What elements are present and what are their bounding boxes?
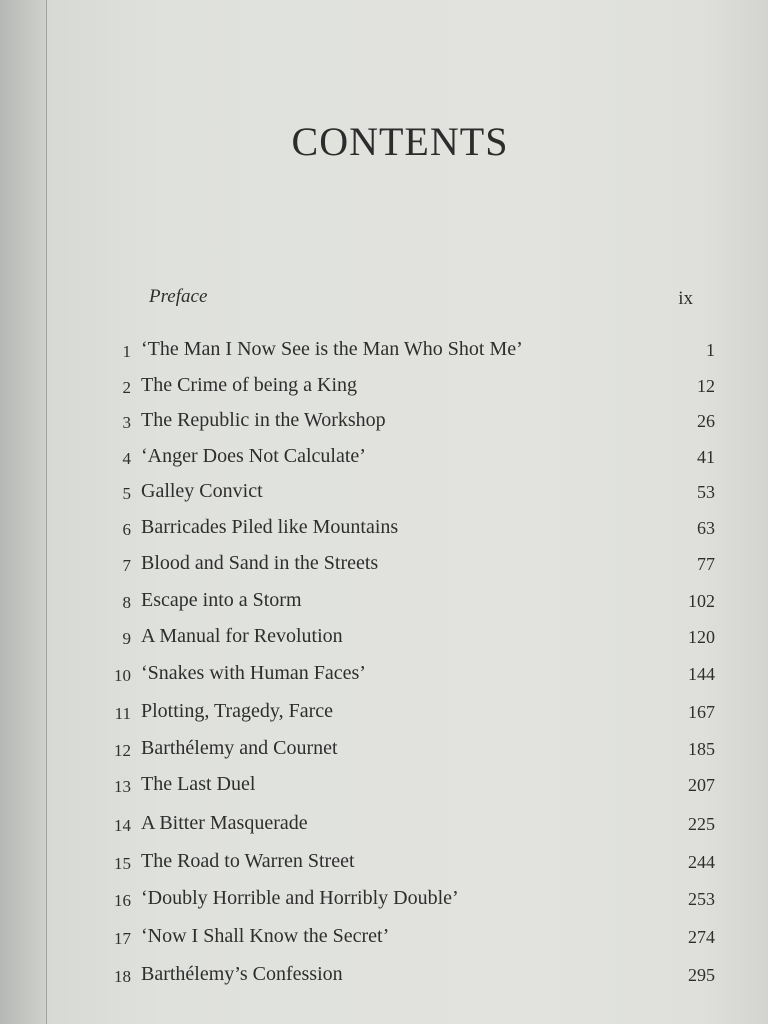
chapter-number: 17 [114,929,131,948]
toc-entry [95,589,715,619]
chapter-page: 63 [697,518,715,538]
chapter-title: ‘Doubly Horrible and Horribly Double’ [141,887,459,909]
toc-entry [95,625,715,655]
chapter-page: 26 [697,411,715,431]
chapter-page: 207 [688,775,715,795]
toc-entry-page: ix [678,288,693,309]
chapter-number: 10 [114,666,131,685]
chapter-page: 185 [688,739,715,759]
chapter-number: 7 [122,556,131,575]
toc-entry [95,480,715,510]
chapter-title: Barthélemy and Cournet [141,737,338,759]
chapter-title: Plotting, Tragedy, Farce [141,700,334,722]
chapter-number: 15 [114,854,131,873]
chapter-number: 18 [114,967,131,986]
chapter-page: 144 [688,664,715,684]
chapter-number: 8 [122,593,131,612]
toc-entry [95,662,715,692]
chapter-title: The Last Duel [141,773,256,795]
chapter-title: The Republic in the Workshop [141,409,386,431]
chapter-page: 167 [688,702,715,722]
chapter-number: 1 [122,342,131,361]
chapter-number: 9 [122,629,131,648]
chapter-page: 41 [697,447,715,467]
chapter-title: ‘Anger Does Not Calculate’ [141,445,366,467]
chapter-page: 1 [706,340,715,360]
chapter-number: 6 [122,520,131,539]
toc-entry [95,338,715,368]
chapter-number: 4 [122,449,131,468]
chapter-number: 11 [114,704,131,723]
chapter-title: Escape into a Storm [141,589,302,611]
chapter-page: 12 [697,376,715,396]
toc-entry [95,850,715,880]
chapter-number: 12 [114,741,131,760]
chapter-title: The Road to Warren Street [141,850,355,872]
toc-entry [95,925,715,955]
chapter-page: 274 [688,927,715,947]
chapter-page: 244 [688,852,715,872]
chapter-title: Blood and Sand in the Streets [141,552,379,574]
chapter-title: ‘The Man I Now See is the Man Who Shot Me’ [141,338,523,360]
toc-entry [95,773,715,803]
chapter-page: 102 [688,591,715,611]
chapter-title: ‘Snakes with Human Faces’ [141,662,366,684]
chapter-page: 295 [688,965,715,985]
chapter-page: 253 [688,889,715,909]
toc-entry [95,700,715,730]
chapter-page: 120 [688,627,715,647]
toc-entry [95,374,715,404]
chapter-number: 16 [114,891,131,910]
chapter-title: Barthélemy’s Confession [141,963,343,985]
toc-entry [95,887,715,917]
toc-entry [95,552,715,582]
chapter-title: ‘Now I Shall Know the Secret’ [141,925,390,947]
chapter-title: The Crime of being a King [141,374,358,396]
toc-entry [95,409,715,439]
toc-entry [95,812,715,842]
chapter-title: Barricades Piled like Mountains [141,516,399,538]
chapter-title: Galley Convict [141,480,263,502]
chapter-number: 2 [122,378,131,397]
chapter-number: 13 [114,777,131,796]
toc-entry-preface [95,286,715,316]
toc-entry-title: Preface [149,286,208,307]
chapter-title: A Bitter Masquerade [141,812,308,834]
chapter-number: 14 [114,816,131,835]
toc-entry [95,445,715,475]
toc-entry [95,737,715,767]
toc-entry [95,516,715,546]
chapter-page: 53 [697,482,715,502]
chapter-number: 3 [122,413,131,432]
toc-entry [95,963,715,993]
chapter-page: 77 [697,554,715,574]
chapter-number: 5 [122,484,131,503]
chapter-page: 225 [688,814,715,834]
chapter-title: A Manual for Revolution [141,625,343,647]
page-title: CONTENTS [291,119,509,164]
